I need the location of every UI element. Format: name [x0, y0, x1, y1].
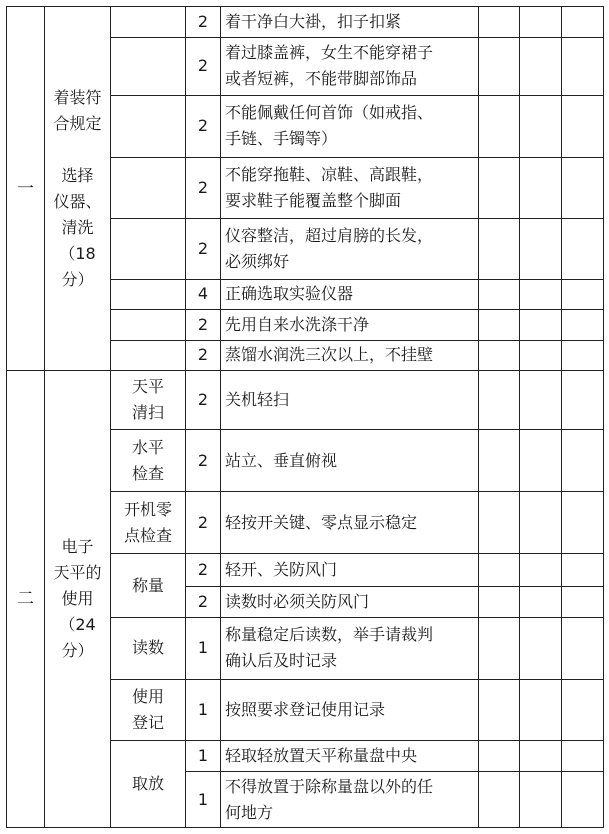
criteria-cell-line: 必须绑好 — [225, 251, 290, 271]
blank-cell — [479, 310, 520, 341]
criteria-cell-line: 着干净白大褂，扣子扣紧 — [225, 11, 402, 31]
blank-cell — [520, 492, 562, 554]
blank-cell — [562, 492, 604, 554]
criteria-cell — [221, 218, 479, 279]
criteria-cell-line: 按照要求登记使用记录 — [225, 699, 386, 719]
score-cell: 1 — [186, 618, 221, 679]
criteria-cell-line: 仪容整洁，超过肩膀的长发， — [225, 225, 434, 245]
step-cell — [111, 96, 186, 157]
score-cell: 2 — [186, 492, 221, 554]
blank-cell — [562, 218, 604, 279]
criteria-cell — [221, 371, 479, 430]
step-cell-line: 天平 — [131, 377, 164, 397]
criteria-cell — [221, 618, 479, 679]
blank-cell — [479, 37, 520, 96]
step-cell — [111, 340, 186, 371]
criteria-cell — [221, 740, 479, 772]
blank-cell — [562, 430, 604, 492]
score-cell: 2 — [186, 96, 221, 157]
score-cell: 2 — [186, 554, 221, 587]
criteria-cell-line: 读数时必须关防风门 — [225, 592, 370, 612]
criteria-cell-line: 轻按开关键、零点显示稳定 — [225, 512, 418, 532]
blank-cell — [562, 740, 604, 772]
criteria-cell-line: 称量稳定后读数，举手请裁判 — [225, 625, 434, 645]
blank-cell — [562, 340, 604, 371]
blank-cell — [520, 218, 562, 279]
step-cell — [111, 218, 186, 279]
section-item-line: 合规定 — [53, 113, 102, 133]
blank-cell — [520, 37, 562, 96]
criteria-cell-line: 要求鞋子能覆盖整个脚面 — [225, 190, 402, 210]
criteria-cell-line: 关机轻扫 — [225, 390, 290, 410]
criteria-cell — [221, 586, 479, 618]
score-cell: 2 — [186, 157, 221, 218]
blank-cell — [479, 430, 520, 492]
criteria-cell-line: 确认后及时记录 — [225, 651, 338, 671]
score-cell: 1 — [186, 740, 221, 772]
criteria-cell — [221, 679, 479, 740]
score-cell: 1 — [186, 679, 221, 740]
step-cell — [111, 679, 186, 740]
step-cell-line: 称量 — [131, 575, 164, 595]
step-cell-line: 取放 — [131, 773, 164, 793]
criteria-cell — [221, 340, 479, 371]
blank-cell — [562, 279, 604, 310]
blank-cell — [520, 279, 562, 310]
criteria-cell-line: 何地方 — [225, 802, 274, 822]
criteria-cell-line: 不能穿拖鞋、凉鞋、高跟鞋， — [225, 164, 434, 184]
criteria-cell — [221, 279, 479, 310]
criteria-cell-line: 正确选取实验仪器 — [225, 284, 354, 304]
criteria-cell-line: 站立、垂直俯视 — [225, 450, 338, 470]
step-cell — [111, 618, 186, 679]
criteria-cell — [221, 37, 479, 96]
blank-cell — [520, 340, 562, 371]
section-item-line: 使用 — [61, 589, 94, 609]
score-cell: 2 — [186, 218, 221, 279]
step-cell — [111, 371, 186, 430]
section-item-line: 电子 — [61, 537, 94, 557]
step-cell-line: 点检查 — [123, 525, 172, 545]
score-cell: 1 — [186, 772, 221, 828]
section-item-line: 天平的 — [53, 563, 102, 583]
step-cell-line: 登记 — [131, 712, 164, 732]
blank-cell — [520, 310, 562, 341]
criteria-cell-line: 轻取轻放置天平称量盘中央 — [225, 745, 418, 765]
blank-cell — [520, 7, 562, 38]
blank-cell — [520, 740, 562, 772]
section-number: 二 — [7, 371, 45, 828]
score-cell: 2 — [186, 37, 221, 96]
criteria-cell-line: 手链、手镯等） — [225, 129, 338, 149]
blank-cell — [520, 679, 562, 740]
blank-cell — [479, 340, 520, 371]
criteria-cell-line: 或者短裤，不能带脚部饰品 — [225, 69, 418, 89]
section-item — [45, 371, 111, 828]
blank-cell — [520, 586, 562, 618]
section-item-line: （18分） — [59, 243, 96, 289]
score-cell: 2 — [186, 310, 221, 341]
section-item-line: （24分） — [59, 615, 96, 661]
section-item-line: 仪器、 — [53, 191, 102, 211]
criteria-cell — [221, 310, 479, 341]
blank-cell — [520, 772, 562, 828]
blank-cell — [562, 7, 604, 38]
step-cell — [111, 430, 186, 492]
blank-cell — [479, 618, 520, 679]
step-cell-line: 使用 — [131, 686, 164, 706]
blank-cell — [479, 679, 520, 740]
scoring-table — [6, 6, 604, 828]
score-cell: 2 — [186, 340, 221, 371]
criteria-cell-line: 不得放置于除称量盘以外的任 — [225, 776, 434, 796]
blank-cell — [479, 279, 520, 310]
score-cell: 2 — [186, 430, 221, 492]
blank-cell — [479, 96, 520, 157]
step-cell — [111, 492, 186, 554]
criteria-cell — [221, 554, 479, 587]
section-item-line: 清洗 — [61, 217, 94, 237]
blank-cell — [479, 554, 520, 587]
section-item-line: 着装符 — [53, 87, 102, 107]
blank-cell — [562, 371, 604, 430]
step-cell — [111, 279, 186, 310]
section-item — [45, 7, 111, 371]
criteria-cell — [221, 157, 479, 218]
criteria-cell — [221, 772, 479, 828]
step-cell-line: 检查 — [131, 463, 164, 483]
blank-cell — [562, 554, 604, 587]
blank-cell — [479, 586, 520, 618]
blank-cell — [479, 740, 520, 772]
step-cell-line: 清扫 — [131, 403, 164, 423]
blank-cell — [520, 371, 562, 430]
blank-cell — [562, 37, 604, 96]
criteria-cell-line: 不能佩戴任何首饰（如戒指、 — [225, 103, 434, 123]
score-cell: 4 — [186, 279, 221, 310]
section-item-line — [49, 137, 106, 163]
score-cell: 2 — [186, 371, 221, 430]
criteria-cell-line: 轻开、关防风门 — [225, 560, 338, 580]
score-cell: 2 — [186, 586, 221, 618]
blank-cell — [479, 157, 520, 218]
criteria-cell — [221, 96, 479, 157]
score-cell: 2 — [186, 7, 221, 38]
blank-cell — [520, 96, 562, 157]
blank-cell — [562, 679, 604, 740]
step-cell-line: 开机零 — [123, 499, 172, 519]
step-cell — [111, 7, 186, 38]
step-cell — [111, 310, 186, 341]
table-row — [7, 7, 604, 38]
criteria-cell — [221, 492, 479, 554]
blank-cell — [520, 554, 562, 587]
blank-cell — [479, 772, 520, 828]
blank-cell — [479, 371, 520, 430]
blank-cell — [562, 310, 604, 341]
step-cell — [111, 740, 186, 827]
blank-cell — [562, 618, 604, 679]
criteria-cell-line: 先用自来水洗涤干净 — [225, 314, 370, 334]
blank-cell — [562, 586, 604, 618]
table-row — [7, 371, 604, 430]
blank-cell — [520, 430, 562, 492]
section-item-line: 选择 — [61, 165, 94, 185]
blank-cell — [562, 96, 604, 157]
step-cell-line: 读数 — [131, 638, 164, 658]
step-cell — [111, 554, 186, 618]
criteria-cell — [221, 430, 479, 492]
blank-cell — [520, 157, 562, 218]
blank-cell — [479, 492, 520, 554]
blank-cell — [562, 772, 604, 828]
step-cell-line: 水平 — [131, 437, 164, 457]
criteria-cell — [221, 7, 479, 38]
section-number: 一 — [7, 7, 45, 371]
step-cell — [111, 157, 186, 218]
blank-cell — [479, 7, 520, 38]
criteria-cell-line: 蒸馏水润洗三次以上，不挂壁 — [225, 345, 434, 365]
blank-cell — [479, 218, 520, 279]
step-cell — [111, 37, 186, 96]
blank-cell — [562, 157, 604, 218]
blank-cell — [520, 618, 562, 679]
criteria-cell-line: 着过膝盖裤，女生不能穿裙子 — [225, 43, 434, 63]
